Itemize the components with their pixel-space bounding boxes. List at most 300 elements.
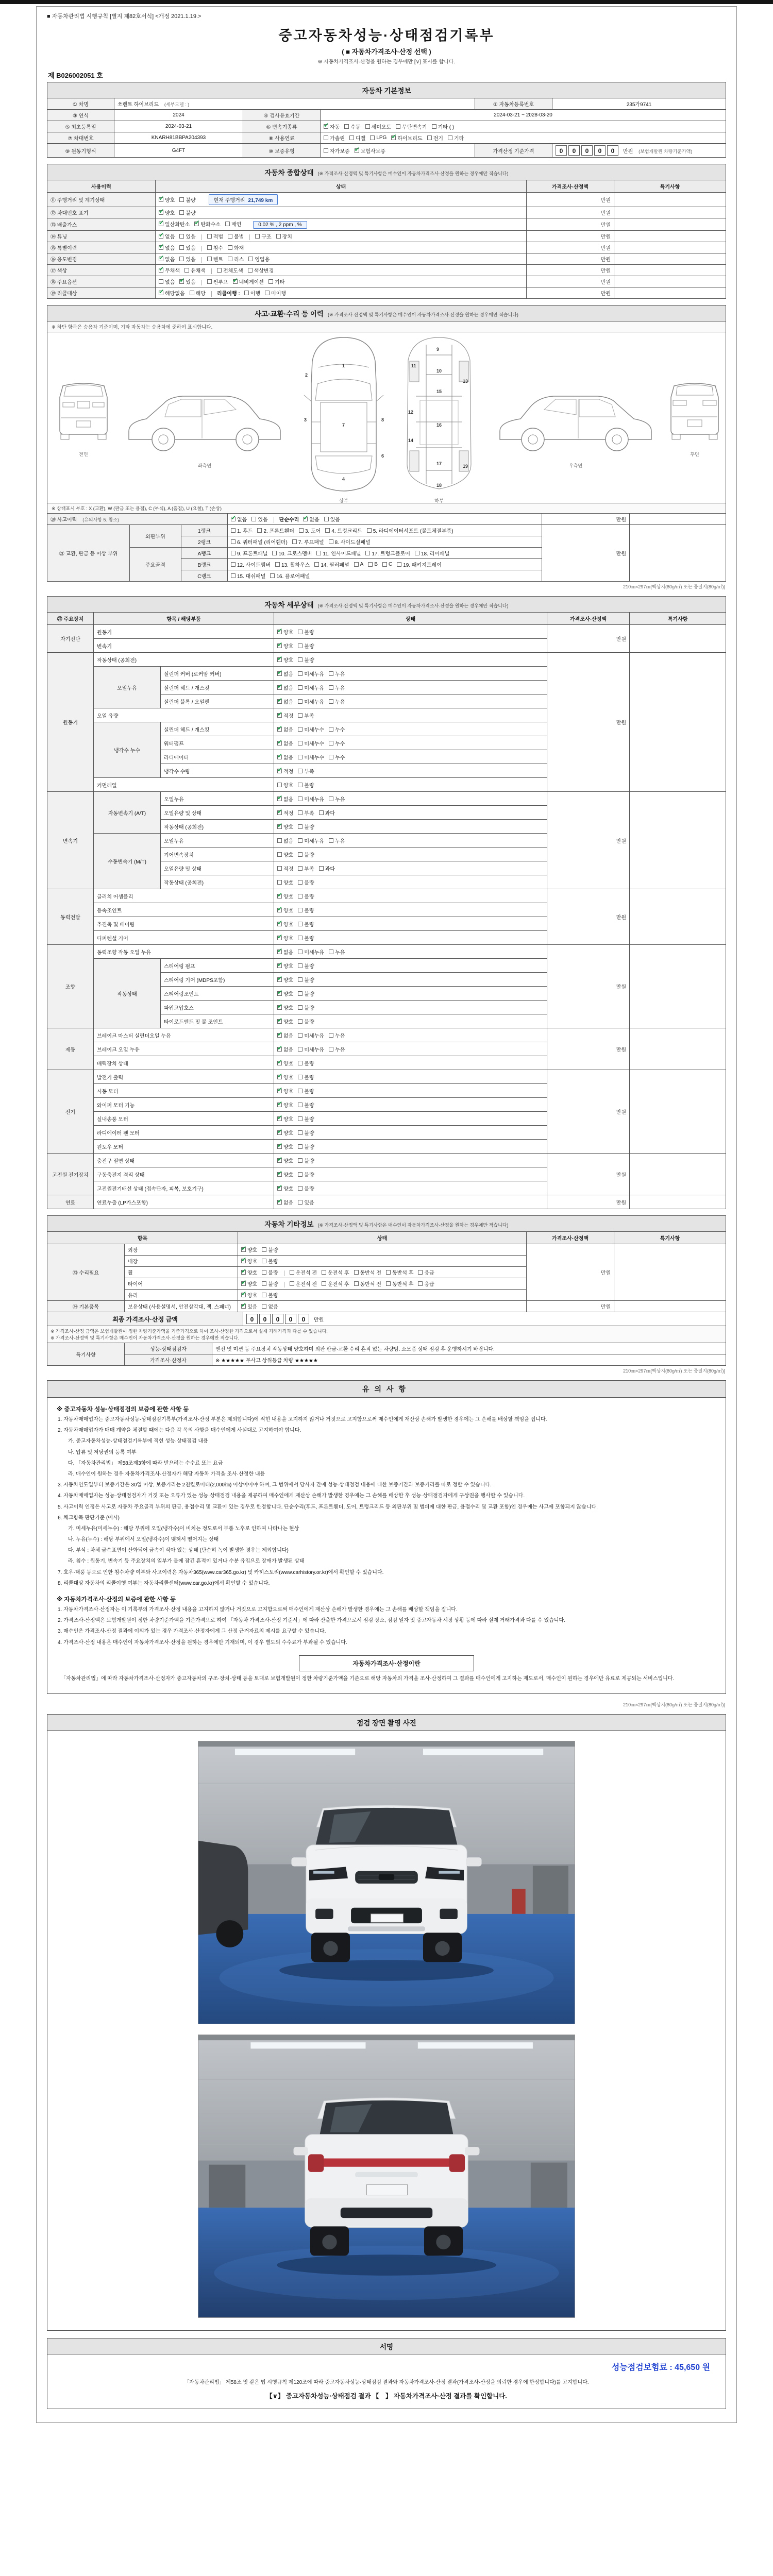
checkbox-checked[interactable] (324, 123, 340, 130)
checkbox-icon[interactable] (251, 517, 256, 521)
checkbox-icon[interactable] (397, 562, 401, 567)
checkbox-icon[interactable] (298, 977, 303, 982)
checkbox-icon[interactable] (418, 1281, 423, 1286)
checkbox-icon[interactable] (244, 291, 249, 295)
checkbox-unchecked[interactable] (298, 1157, 314, 1164)
checkbox-icon[interactable] (217, 268, 222, 273)
checkbox-icon[interactable] (277, 1172, 282, 1177)
checkbox-unchecked[interactable] (344, 123, 360, 130)
checkbox-checked[interactable] (355, 147, 385, 155)
checkbox-icon[interactable] (275, 562, 280, 567)
checkbox-checked[interactable] (159, 289, 185, 297)
checkbox-unchecked[interactable] (298, 906, 314, 914)
checkbox-unchecked[interactable] (386, 1268, 413, 1276)
checkbox-unchecked[interactable] (257, 527, 294, 534)
checkbox-icon[interactable] (391, 135, 396, 140)
checkbox-icon[interactable] (298, 727, 303, 732)
checkbox-icon[interactable] (277, 1047, 282, 1052)
checkbox-unchecked[interactable] (231, 572, 265, 580)
checkbox-icon[interactable] (207, 234, 212, 239)
checkbox-icon[interactable] (228, 234, 232, 239)
checkbox-icon[interactable] (277, 824, 282, 829)
checkbox-checked[interactable] (277, 1184, 293, 1192)
checkbox-icon[interactable] (298, 1200, 303, 1205)
checkbox-icon[interactable] (277, 908, 282, 912)
checkbox-icon[interactable] (324, 148, 328, 153)
checkbox-icon[interactable] (262, 1270, 266, 1275)
checkbox-icon[interactable] (207, 257, 212, 261)
checkbox-icon[interactable] (231, 551, 236, 555)
checkbox-unchecked[interactable] (298, 1143, 314, 1150)
checkbox-icon[interactable] (277, 991, 282, 996)
checkbox-checked[interactable] (277, 1101, 293, 1109)
checkbox-icon[interactable] (329, 755, 333, 759)
checkbox-icon[interactable] (298, 630, 303, 634)
checkbox-unchecked[interactable] (277, 851, 293, 858)
checkbox-unchecked[interactable] (298, 1018, 314, 1025)
checkbox-icon[interactable] (277, 671, 282, 676)
checkbox-icon[interactable] (298, 894, 303, 899)
checkbox-checked[interactable] (159, 220, 190, 228)
checkbox-icon[interactable] (382, 562, 387, 567)
checkbox-unchecked[interactable] (298, 1004, 314, 1011)
checkbox-unchecked[interactable] (179, 209, 195, 216)
checkbox-icon[interactable] (159, 222, 163, 226)
checkbox-icon[interactable] (298, 685, 303, 690)
checkbox-icon[interactable] (159, 197, 163, 202)
checkbox-unchecked[interactable] (207, 244, 223, 251)
checkbox-icon[interactable] (292, 539, 297, 544)
checkbox-unchecked[interactable] (298, 767, 314, 775)
checkbox-icon[interactable] (299, 528, 304, 533)
checkbox-icon[interactable] (277, 685, 282, 690)
checkbox-unchecked[interactable] (329, 753, 345, 761)
checkbox-icon[interactable] (277, 657, 282, 662)
checkbox-unchecked[interactable] (298, 698, 324, 705)
checkbox-unchecked[interactable] (270, 572, 310, 580)
checkbox-icon[interactable] (159, 279, 163, 284)
checkbox-unchecked[interactable] (322, 1280, 349, 1287)
checkbox-unchecked[interactable] (298, 1045, 324, 1053)
checkbox-icon[interactable] (427, 135, 432, 140)
checkbox-icon[interactable] (298, 1172, 303, 1177)
checkbox-icon[interactable] (277, 950, 282, 954)
checkbox-unchecked[interactable] (397, 561, 442, 568)
checkbox-icon[interactable] (298, 1103, 303, 1107)
checkbox-icon[interactable] (319, 866, 324, 871)
checkbox-unchecked[interactable] (324, 134, 345, 142)
checkbox-icon[interactable] (265, 291, 270, 295)
checkbox-unchecked[interactable] (190, 289, 206, 297)
checkbox-icon[interactable] (277, 1005, 282, 1010)
checkbox-unchecked[interactable] (367, 527, 453, 534)
checkbox-checked[interactable] (159, 232, 175, 240)
checkbox-icon[interactable] (277, 1061, 282, 1065)
checkbox-unchecked[interactable] (262, 1291, 278, 1299)
checkbox-unchecked[interactable] (298, 962, 314, 970)
checkbox-checked[interactable] (194, 220, 221, 228)
checkbox-unchecked[interactable] (329, 684, 345, 691)
checkbox-checked[interactable] (159, 209, 175, 216)
checkbox-unchecked[interactable] (329, 670, 345, 677)
checkbox-unchecked[interactable] (324, 515, 340, 523)
checkbox-checked[interactable] (277, 1129, 293, 1137)
checkbox-checked[interactable] (277, 906, 293, 914)
checkbox-icon[interactable] (231, 539, 236, 544)
checkbox-icon[interactable] (298, 838, 303, 843)
checkbox-checked[interactable] (277, 1087, 293, 1095)
checkbox-icon[interactable] (365, 551, 370, 555)
checkbox-unchecked[interactable] (319, 865, 335, 872)
checkbox-icon[interactable] (298, 810, 303, 815)
checkbox-unchecked[interactable] (262, 1268, 278, 1276)
checkbox-checked[interactable] (277, 1157, 293, 1164)
checkbox-unchecked[interactable] (298, 990, 314, 997)
checkbox-unchecked[interactable] (265, 289, 286, 297)
checkbox-checked[interactable] (277, 1045, 293, 1053)
checkbox-icon[interactable] (159, 291, 163, 295)
checkbox-unchecked[interactable] (255, 232, 271, 240)
checkbox-icon[interactable] (184, 268, 189, 273)
checkbox-icon[interactable] (159, 257, 163, 261)
checkbox-unchecked[interactable] (298, 739, 324, 747)
checkbox-icon[interactable] (324, 124, 328, 129)
checkbox-unchecked[interactable] (349, 134, 365, 142)
checkbox-icon[interactable] (179, 279, 184, 284)
checkbox-icon[interactable] (262, 1281, 266, 1286)
checkbox-unchecked[interactable] (298, 1198, 314, 1206)
checkbox-icon[interactable] (418, 1270, 423, 1275)
checkbox-icon[interactable] (415, 551, 419, 555)
checkbox-checked[interactable] (277, 1018, 293, 1025)
checkbox-icon[interactable] (231, 517, 236, 521)
checkbox-checked[interactable] (241, 1291, 257, 1299)
checkbox-icon[interactable] (277, 852, 282, 857)
checkbox-icon[interactable] (298, 1116, 303, 1121)
checkbox-icon[interactable] (298, 1144, 303, 1149)
checkbox-unchecked[interactable] (248, 255, 270, 263)
checkbox-checked[interactable] (277, 1031, 293, 1039)
checkbox-unchecked[interactable] (179, 255, 195, 263)
checkbox-unchecked[interactable] (179, 232, 195, 240)
checkbox-unchecked[interactable] (418, 1280, 434, 1287)
checkbox-unchecked[interactable] (329, 1031, 345, 1039)
checkbox-checked[interactable] (159, 266, 180, 274)
checkbox-checked[interactable] (277, 934, 293, 942)
checkbox-icon[interactable] (277, 838, 282, 843)
checkbox-icon[interactable] (329, 741, 333, 745)
checkbox-unchecked[interactable] (415, 549, 449, 557)
checkbox-icon[interactable] (241, 1281, 246, 1286)
checkbox-unchecked[interactable] (262, 1257, 278, 1265)
checkbox-checked[interactable] (277, 809, 293, 817)
checkbox-unchecked[interactable] (396, 123, 427, 130)
checkbox-unchecked[interactable] (298, 809, 314, 817)
checkbox-checked[interactable] (159, 244, 175, 251)
checkbox-checked[interactable] (277, 711, 293, 719)
checkbox-icon[interactable] (262, 1304, 266, 1309)
checkbox-unchecked[interactable] (329, 739, 345, 747)
checkbox-unchecked[interactable] (292, 538, 324, 546)
checkbox-icon[interactable] (298, 1019, 303, 1024)
checkbox-icon[interactable] (248, 257, 253, 261)
checkbox-unchecked[interactable] (298, 851, 314, 858)
checkbox-unchecked[interactable] (207, 278, 228, 285)
checkbox-icon[interactable] (277, 713, 282, 718)
checkbox-unchecked[interactable] (268, 278, 284, 285)
checkbox-unchecked[interactable] (298, 711, 314, 719)
checkbox-checked[interactable] (241, 1302, 257, 1310)
checkbox-icon[interactable] (365, 124, 370, 129)
checkbox-icon[interactable] (316, 551, 321, 555)
checkbox-unchecked[interactable] (207, 232, 223, 240)
checkbox-icon[interactable] (277, 1116, 282, 1121)
checkbox-icon[interactable] (329, 685, 333, 690)
checkbox-icon[interactable] (370, 135, 375, 140)
checkbox-icon[interactable] (329, 727, 333, 732)
checkbox-icon[interactable] (298, 699, 303, 704)
checkbox-checked[interactable] (241, 1280, 257, 1287)
checkbox-unchecked[interactable] (231, 561, 271, 568)
checkbox-icon[interactable] (354, 1270, 359, 1275)
checkbox-unchecked[interactable] (370, 135, 386, 141)
checkbox-icon[interactable] (298, 1075, 303, 1079)
checkbox-unchecked[interactable] (314, 561, 349, 568)
checkbox-icon[interactable] (314, 562, 319, 567)
checkbox-checked[interactable] (277, 920, 293, 928)
checkbox-unchecked[interactable] (298, 1115, 314, 1123)
checkbox-icon[interactable] (159, 234, 163, 239)
checkbox-icon[interactable] (276, 234, 281, 239)
checkbox-unchecked[interactable] (290, 1280, 317, 1287)
checkbox-unchecked[interactable] (298, 656, 314, 664)
checkbox-icon[interactable] (298, 755, 303, 759)
checkbox-unchecked[interactable] (322, 1268, 349, 1276)
checkbox-icon[interactable] (241, 1304, 246, 1309)
checkbox-checked[interactable] (277, 656, 293, 664)
checkbox-icon[interactable] (298, 741, 303, 745)
checkbox-icon[interactable] (277, 810, 282, 815)
checkbox-icon[interactable] (298, 643, 303, 648)
checkbox-icon[interactable] (277, 699, 282, 704)
checkbox-icon[interactable] (225, 222, 230, 226)
checkbox-checked[interactable] (231, 515, 247, 523)
checkbox-unchecked[interactable] (298, 1171, 314, 1178)
checkbox-icon[interactable] (159, 245, 163, 250)
checkbox-icon[interactable] (241, 1293, 246, 1297)
checkbox-unchecked[interactable] (298, 642, 314, 650)
checkbox-icon[interactable] (228, 257, 232, 261)
checkbox-icon[interactable] (298, 1158, 303, 1163)
checkbox-unchecked[interactable] (231, 527, 253, 534)
checkbox-unchecked[interactable] (448, 134, 464, 142)
checkbox-icon[interactable] (277, 1089, 282, 1093)
checkbox-unchecked[interactable] (368, 562, 378, 567)
checkbox-unchecked[interactable] (354, 1280, 381, 1287)
checkbox-icon[interactable] (179, 257, 184, 261)
checkbox-icon[interactable] (277, 1103, 282, 1107)
checkbox-unchecked[interactable] (207, 255, 223, 263)
checkbox-icon[interactable] (298, 852, 303, 857)
checkbox-unchecked[interactable] (316, 549, 361, 557)
checkbox-unchecked[interactable] (298, 1031, 324, 1039)
checkbox-icon[interactable] (322, 1281, 326, 1286)
checkbox-icon[interactable] (277, 796, 282, 801)
checkbox-icon[interactable] (298, 657, 303, 662)
checkbox-icon[interactable] (298, 1089, 303, 1093)
checkbox-checked[interactable] (277, 1059, 293, 1067)
checkbox-unchecked[interactable] (298, 878, 314, 886)
checkbox-unchecked[interactable] (298, 1101, 314, 1109)
checkbox-unchecked[interactable] (427, 134, 443, 142)
checkbox-icon[interactable] (298, 922, 303, 926)
checkbox-icon[interactable] (255, 234, 260, 239)
checkbox-checked[interactable] (277, 1004, 293, 1011)
checkbox-icon[interactable] (277, 866, 282, 871)
checkbox-icon[interactable] (277, 1158, 282, 1163)
checkbox-unchecked[interactable] (298, 1129, 314, 1137)
checkbox-checked[interactable] (277, 767, 293, 775)
checkbox-unchecked[interactable] (228, 232, 244, 240)
checkbox-unchecked[interactable] (329, 538, 371, 546)
checkbox-checked[interactable] (179, 278, 195, 285)
checkbox-unchecked[interactable] (298, 1059, 314, 1067)
checkbox-checked[interactable] (159, 255, 175, 263)
checkbox-checked[interactable] (277, 976, 293, 984)
checkbox-unchecked[interactable] (298, 948, 324, 956)
checkbox-icon[interactable] (298, 1186, 303, 1191)
checkbox-icon[interactable] (159, 268, 163, 273)
checkbox-icon[interactable] (277, 963, 282, 968)
checkbox-unchecked[interactable] (217, 266, 243, 274)
checkbox-icon[interactable] (298, 1033, 303, 1038)
checkbox-icon[interactable] (241, 1247, 246, 1252)
checkbox-unchecked[interactable] (298, 1184, 314, 1192)
checkbox-checked[interactable] (277, 823, 293, 831)
checkbox-icon[interactable] (298, 824, 303, 829)
checkbox-icon[interactable] (277, 1075, 282, 1079)
checkbox-unchecked[interactable] (354, 562, 364, 567)
checkbox-unchecked[interactable] (231, 549, 267, 557)
checkbox-checked[interactable] (277, 725, 293, 733)
checkbox-icon[interactable] (277, 727, 282, 732)
checkbox-icon[interactable] (207, 245, 212, 250)
checkbox-icon[interactable] (277, 1144, 282, 1149)
checkbox-icon[interactable] (268, 279, 273, 284)
checkbox-unchecked[interactable] (225, 220, 241, 228)
checkbox-checked[interactable] (277, 670, 293, 677)
checkbox-checked[interactable] (277, 962, 293, 970)
checkbox-unchecked[interactable] (432, 123, 455, 130)
checkbox-checked[interactable] (233, 278, 264, 285)
checkbox-unchecked[interactable] (298, 753, 324, 761)
checkbox-icon[interactable] (277, 936, 282, 940)
checkbox-unchecked[interactable] (298, 628, 314, 636)
checkbox-checked[interactable] (277, 1143, 293, 1150)
checkbox-unchecked[interactable] (386, 1280, 413, 1287)
checkbox-icon[interactable] (349, 135, 354, 140)
checkbox-unchecked[interactable] (248, 266, 274, 274)
checkbox-checked[interactable] (277, 1171, 293, 1178)
checkbox-unchecked[interactable] (179, 196, 195, 204)
checkbox-checked[interactable] (277, 948, 293, 956)
checkbox-checked[interactable] (277, 990, 293, 997)
checkbox-unchecked[interactable] (262, 1280, 278, 1287)
checkbox-icon[interactable] (277, 769, 282, 773)
checkbox-checked[interactable] (277, 892, 293, 900)
checkbox-icon[interactable] (262, 1293, 266, 1297)
checkbox-icon[interactable] (190, 291, 194, 295)
checkbox-icon[interactable] (277, 977, 282, 982)
checkbox-icon[interactable] (207, 279, 212, 284)
checkbox-icon[interactable] (367, 528, 372, 533)
checkbox-unchecked[interactable] (272, 549, 312, 557)
checkbox-icon[interactable] (329, 950, 333, 954)
checkbox-icon[interactable] (325, 528, 330, 533)
checkbox-icon[interactable] (303, 517, 308, 521)
checkbox-unchecked[interactable] (290, 1268, 317, 1276)
checkbox-icon[interactable] (298, 1047, 303, 1052)
checkbox-unchecked[interactable] (329, 698, 345, 705)
checkbox-unchecked[interactable] (298, 892, 314, 900)
checkbox-icon[interactable] (277, 643, 282, 648)
checkbox-unchecked[interactable] (244, 289, 260, 297)
checkbox-icon[interactable] (329, 539, 333, 544)
checkbox-unchecked[interactable] (298, 1073, 314, 1081)
checkbox-checked[interactable] (391, 134, 422, 142)
checkbox-icon[interactable] (329, 671, 333, 676)
checkbox-icon[interactable] (354, 1281, 359, 1286)
checkbox-unchecked[interactable] (325, 527, 362, 534)
checkbox-unchecked[interactable] (329, 1045, 345, 1053)
checkbox-icon[interactable] (298, 936, 303, 940)
checkbox-checked[interactable] (277, 1115, 293, 1123)
checkbox-icon[interactable] (298, 671, 303, 676)
checkbox-icon[interactable] (179, 234, 184, 239)
checkbox-checked[interactable] (277, 795, 293, 803)
checkbox-checked[interactable] (277, 1073, 293, 1081)
checkbox-icon[interactable] (329, 699, 333, 704)
checkbox-icon[interactable] (298, 1061, 303, 1065)
checkbox-icon[interactable] (298, 769, 303, 773)
checkbox-unchecked[interactable] (277, 865, 293, 872)
checkbox-icon[interactable] (324, 135, 328, 140)
checkbox-icon[interactable] (298, 880, 303, 885)
checkbox-unchecked[interactable] (184, 266, 206, 274)
checkbox-icon[interactable] (324, 517, 329, 521)
checkbox-unchecked[interactable] (365, 123, 392, 130)
checkbox-icon[interactable] (179, 210, 184, 215)
checkbox-unchecked[interactable] (262, 1246, 278, 1253)
checkbox-icon[interactable] (159, 210, 163, 215)
checkbox-unchecked[interactable] (329, 725, 345, 733)
checkbox-icon[interactable] (298, 866, 303, 871)
checkbox-unchecked[interactable] (418, 1268, 434, 1276)
checkbox-unchecked[interactable] (277, 837, 293, 844)
checkbox-icon[interactable] (233, 279, 238, 284)
checkbox-icon[interactable] (228, 245, 232, 250)
checkbox-unchecked[interactable] (298, 684, 324, 691)
checkbox-icon[interactable] (277, 1130, 282, 1135)
checkbox-checked[interactable] (159, 196, 175, 204)
checkbox-unchecked[interactable] (298, 976, 314, 984)
checkbox-unchecked[interactable] (298, 670, 324, 677)
checkbox-icon[interactable] (241, 1259, 246, 1263)
checkbox-icon[interactable] (179, 245, 184, 250)
checkbox-unchecked[interactable] (277, 781, 293, 789)
checkbox-icon[interactable] (298, 963, 303, 968)
checkbox-icon[interactable] (248, 268, 253, 273)
